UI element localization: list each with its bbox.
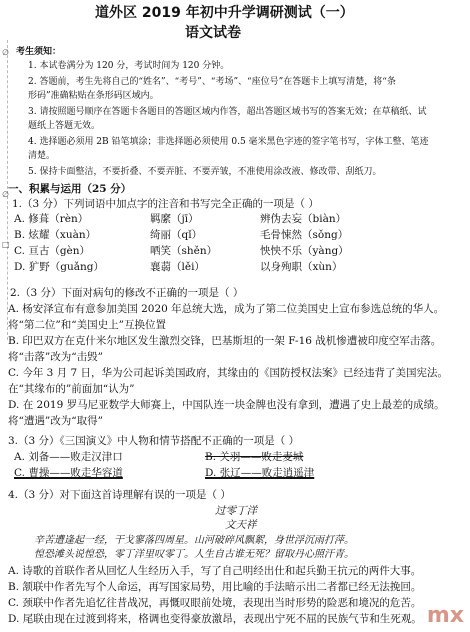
q2-option-b-fix: 将“击落”改为“击毁” bbox=[8, 351, 103, 363]
q4-option-b: B. 颔联中作者先写个人命运，再写国家局势，用比喻的手法暗示出二者都已经无法挽回。 bbox=[8, 581, 422, 593]
q1-option-b-word3: 毛骨悚然（sǒng） bbox=[260, 229, 349, 241]
poem-line: 惶恐滩头说惶恐，零丁洋里叹零丁。人生自古谁无死？留取丹心照汗青。 bbox=[34, 549, 354, 560]
q4-option-d: D. 尾联由现在过渡到将来，格调也变得豪放激昂，表现出宁死不屈的民族气节和生死观。 bbox=[8, 613, 422, 625]
instruction-item: 5. 保持卡面整洁，不要折叠、不要弄脏、不要弄皱，不准使用涂改液、修改带、刮纸刀。 bbox=[28, 167, 382, 177]
question-3-stem: 3.（3 分）《三国演义》中人物和情节搭配不正确的一项是（ ） bbox=[8, 435, 300, 447]
question-4-stem: 4.（3 分）对下面这首诗理解有误的一项是（ ） bbox=[8, 489, 231, 501]
q1-option-a-word2: 羁縻（jī） bbox=[150, 213, 199, 225]
watermark-logo: mx bbox=[426, 603, 464, 628]
q3-option-b: B. 关羽——败走麦城 bbox=[205, 451, 304, 463]
poem-title: 过零丁洋 bbox=[215, 505, 257, 517]
instructions-heading: 考生须知： bbox=[16, 47, 62, 57]
q1-option-d-word1: D. 犷野（guǎng） bbox=[14, 261, 104, 273]
q1-option-b-word2: 绮丽（qǐ） bbox=[150, 229, 203, 241]
poem-author: 文天祥 bbox=[225, 519, 257, 531]
instruction-item: 题纸上答题无效。 bbox=[28, 121, 101, 131]
q2-option-c: C. 今年 3 月 7 日，华为公司起诉美国政府，其缘由的《国防授权法案》已经违背了美国宪法。 bbox=[8, 367, 449, 379]
q1-option-c-word1: C. 亘古（gèn） bbox=[14, 245, 91, 257]
q2-option-a-fix: 将“第二位”和“美国史上”互换位置 bbox=[8, 319, 166, 331]
q3-option-a: A. 刘备——败走汉津口 bbox=[14, 451, 123, 463]
instruction-item: 形码”准确粘贴在条形码区域内。 bbox=[28, 91, 159, 101]
q2-option-d-fix: 将“遭遇”改为“取得” bbox=[8, 415, 103, 427]
q4-option-a: A. 诗歌的首联作者从回忆人生经历入手，写了自己明经出仕和起兵勤王抗元的两件大事。 bbox=[8, 565, 422, 577]
q3-option-c: C. 曹操——败走华容道 bbox=[14, 467, 123, 479]
q1-option-c-word2: 哂笑（shěn） bbox=[150, 245, 218, 257]
instruction-item: 1. 本试卷满分为 120 分，考试时间为 120 分钟。 bbox=[28, 61, 230, 71]
q2-option-a: A. 杨安泽宣布有意参加美国 2020 年总统大选，成为了第二位美国史上宣布参选总统的华人。 bbox=[8, 303, 445, 315]
instruction-item: 清楚。 bbox=[28, 151, 56, 161]
gutter-mark: ∅ bbox=[2, 48, 9, 57]
instruction-item: 2. 答题前，考生先将自己的“姓名”、“考号”、“考场”、“座位号”在答题卡上填写清楚，将“条 bbox=[28, 77, 396, 87]
question-2-stem: 2.（3 分）下面对病句的修改不正确的一项是（ ） bbox=[10, 287, 244, 299]
instruction-item: 4. 选择题必须用 2B 铅笔填涂；非选择题必须使用 0.5 毫米黑色字迹的签字笔书写，字体工整、笔迹 bbox=[28, 137, 429, 147]
exam-subtitle: 语文试卷 bbox=[185, 25, 241, 41]
gutter-mark: □ bbox=[2, 240, 10, 249]
q2-option-b: B. 印巴双方在克什米尔地区发生激烈交锋，巴基斯坦的一架 F-16 战机惨遭被印度空军击落。 bbox=[8, 335, 442, 347]
q4-option-c: C. 颈联中作者先追忆往昔战况，再慨叹眼前处境，表现出当时形势的险恶和境况的危苦。 bbox=[8, 597, 422, 609]
q2-option-d: D. 在 2019 罗马尼亚数学大师赛上，中国队连一块金牌也没有拿到，遭遇了史上最差的成绩。 bbox=[8, 399, 445, 411]
q1-option-d-word3: 以身殉职（xùn） bbox=[260, 261, 343, 273]
q1-option-a-word1: A. 修葺（rèn） bbox=[14, 213, 89, 225]
q1-option-b-word1: B. 炫耀（xuàn） bbox=[14, 229, 97, 241]
question-1-stem: 1.（3 分）下列词语中加点字的注音和书写完全正确的一项是（ ） bbox=[12, 198, 319, 210]
q1-option-c-word3: 怏怏不乐（yàng） bbox=[260, 245, 349, 257]
exam-title: 道外区 2019 年初中升学调研测试（一） bbox=[95, 5, 354, 21]
gutter-mark: ∅ bbox=[2, 190, 9, 199]
poem-line: 辛苦遭逢起一经，干戈寥落四周星。山河破碎风飘絮，身世浮沉雨打萍。 bbox=[34, 535, 354, 546]
q2-option-c-fix: 在“其缘布的”前面加“认为” bbox=[8, 383, 135, 395]
q1-option-d-word2: 襄蒻（lěi） bbox=[150, 261, 205, 273]
section-heading: 一、积累与运用（25 分） bbox=[8, 183, 132, 195]
instruction-item: 3. 请按照题号顺序在答题卡各题目的答题区域内作答，超出答题区域书写的答案无效；在草稿纸、试 bbox=[28, 107, 427, 117]
q3-option-d: D. 张辽——败走逍遥津 bbox=[205, 467, 315, 479]
q1-option-a-word3: 辨伪去妄（biàn） bbox=[260, 213, 347, 225]
